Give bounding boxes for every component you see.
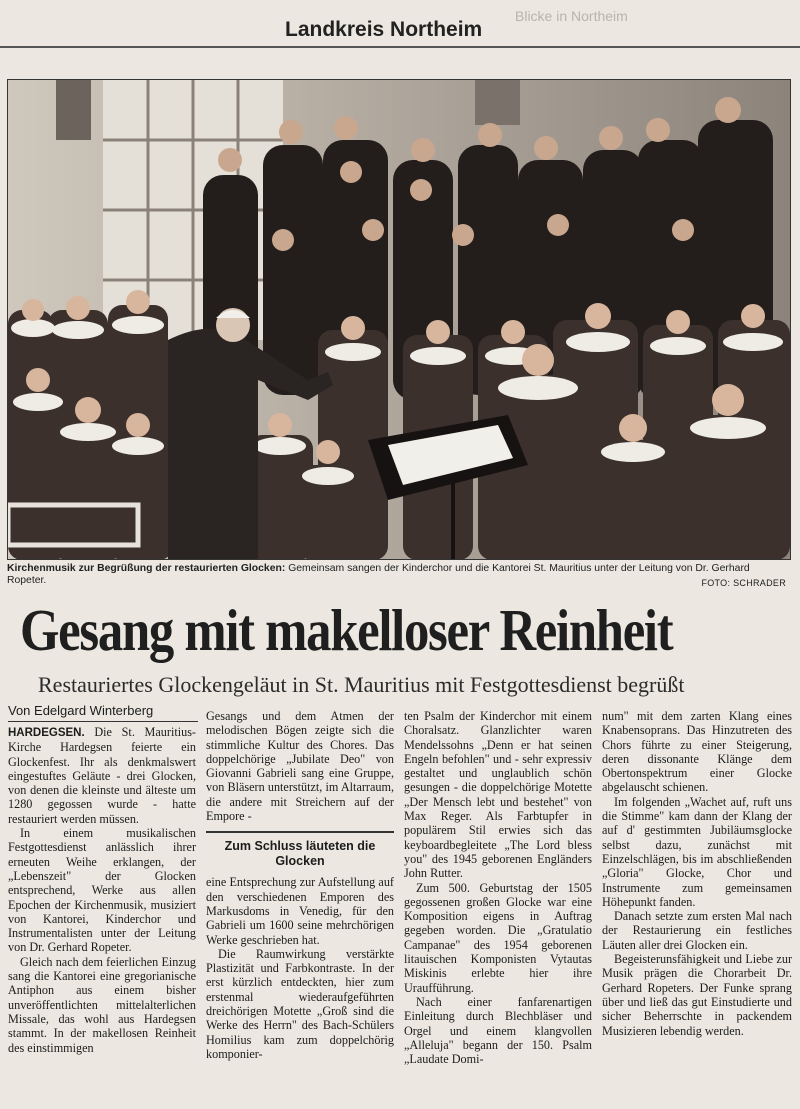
photo-caption bbox=[7, 563, 789, 587]
article-column-1 bbox=[8, 725, 196, 1055]
caption-text: Gemeinsam sangen der Kinderchor und die Kantorei St. Mauritius unter der Leitung von Dr. Gerhard Ropeter. bbox=[7, 563, 750, 586]
article-paragraph: Begeisterunsfähigkeit und Liebe zur Musik prägen die Chorarbeit Dr. Gerhard Ropeters. Der Funke sprang über und ließ das gut Einstudierte und sicher Beherrschte in packendem Musizieren lebendig werden. bbox=[602, 952, 792, 1038]
article-paragraph: Die Raumwirkung verstärkte Plastizität und Farbkontraste. In der erst kürzlich entdeckten, hier zum erstenmal wiederaufgeführten dreichörigen Motette „Groß sind die Werke des Herrn" des Bach-Schülers Homilius kam zum doppelchörig komponier- bbox=[206, 946, 394, 1061]
article-column-2 bbox=[206, 709, 394, 1061]
bleed-through-text: Blicke in Northeim bbox=[515, 8, 628, 24]
article-column-3 bbox=[404, 709, 592, 1066]
article-column-4 bbox=[602, 709, 792, 1038]
byline: Von Edelgard Winterberg bbox=[8, 703, 198, 722]
article-paragraph: Zum 500. Geburtstag der 1505 gegossenen großen Glocke war eine Komposition eigens in Auftrag gegeben worden. Die „Gratulatio Campanae" des 1954 geborenen litauischen Komponisten Vytautas Miskinis erlebte hier ihre Uraufführung. bbox=[404, 880, 592, 995]
article-paragraph: Gesangs und dem Atmen der melodischen Bögen zeigte sich die stimmliche Kultur des Chores. Das doppelchörige „Jubilate Deo" von Giovanni Gabrieli sang eine Gruppe, von Bläsern unterstützt, im Altarraum, die andere mit Streichern auf der Empore - bbox=[206, 709, 394, 824]
dateline: HARDEGSEN. bbox=[8, 727, 85, 739]
article-paragraph: num" mit dem zarten Klang eines Knabensoprans. Das Hinzutreten des Chors führte zu einer Steigerung, deren dissonante Klänge dem Obertonspektrum einer Glocke abgelauscht schienen. bbox=[602, 709, 792, 795]
photo-credit: FOTO: SCHRADER bbox=[701, 578, 786, 588]
subheading: Zum Schluss läuteten die Glocken bbox=[206, 831, 394, 869]
section-rule bbox=[0, 46, 800, 48]
article-paragraph: HARDEGSEN. Die St. Mauritius-Kirche Hardegsen feierte ein Glockenfest. Ihr als denkmalswert eingestuftes Geläute - drei Glocken, von denen die kleinste und älteste um 1280 gegossen wurde - hatte restauriert werden müssen. bbox=[8, 725, 196, 826]
article-paragraph: Im folgenden „Wachet auf, ruft uns die Stimme" kam dann der Klang der auf d' gestimmten Jubiläumsglocke selbst dazu, zunächst mit Einzelschlägen, bis im abschließenden „Gloria" Glocke, Chor und Instrumente zum gemeinsamen Höhepunkt fanden. bbox=[602, 794, 792, 909]
article-paragraph: Gleich nach dem feierlichen Einzug sang die Kantorei eine gregorianische Antiphon aus einem bisher unveröffentlichten mittelalterlichen Missale, das wohl aus Hardegsen stammt. In der makellosen Reinheit des einstimmigen bbox=[8, 954, 196, 1055]
subheadline: Restauriertes Glockengeläut in St. Mauritius mit Festgottesdienst begrüßt bbox=[38, 672, 685, 697]
choir-photo-illustration bbox=[8, 80, 790, 559]
article-paragraph: Nach einer fanfarenartigen Einleitung durch Blechbläser und Orgel und einem klangvollen „Alleluja" begann der 150. Psalm „Laudate Domi- bbox=[404, 994, 592, 1067]
article-paragraph: In einem musikalischen Festgottesdienst anlässlich ihrer erneuten Weihe erklangen, der „Lebenszeit" der Glocken entsprechend, Werke aus allen Epochen der Kirchenmusik, musiziert von Kantorei, Kinderchor und Instrumentalisten unter der Leitung von Dr. Gerhard Ropeter. bbox=[8, 826, 196, 955]
caption-lead: Kirchenmusik zur Begrüßung der restaurierten Glocken: bbox=[7, 563, 286, 574]
article-paragraph: eine Entsprechung zur Aufstellung auf den verschiedenen Emporen des Markusdoms in Venedig, für den Gabrieli um 1600 seine mehrchörigen Werke geschrieben hat. bbox=[206, 875, 394, 947]
article-paragraph: Danach setzte zum ersten Mal nach der Restaurierung ein festliches Läuten aller drei Glocken ein. bbox=[602, 909, 792, 952]
article-paragraph: ten Psalm der Kinderchor mit einem Choralsatz. Glanzlichter waren Mendelssohns „Denn er hat seinen Engeln befohlen" und - sehr expressiv gestaltet und unglaublich schön gesungen - die doppelchörige Motette „Der Mensch lebt und bestehet" von Max Reger. Als Farbtupfer in populärem Stil erwies sich das keyboardbegleitete „The Lord bless you" des 1945 geborenen Engländers John Rutter. bbox=[404, 709, 592, 881]
choir-photo bbox=[7, 79, 791, 560]
section-title: Landkreis Northeim bbox=[285, 18, 483, 41]
headline: Gesang mit makelloser Reinheit bbox=[20, 597, 673, 663]
section-header bbox=[0, 0, 800, 52]
